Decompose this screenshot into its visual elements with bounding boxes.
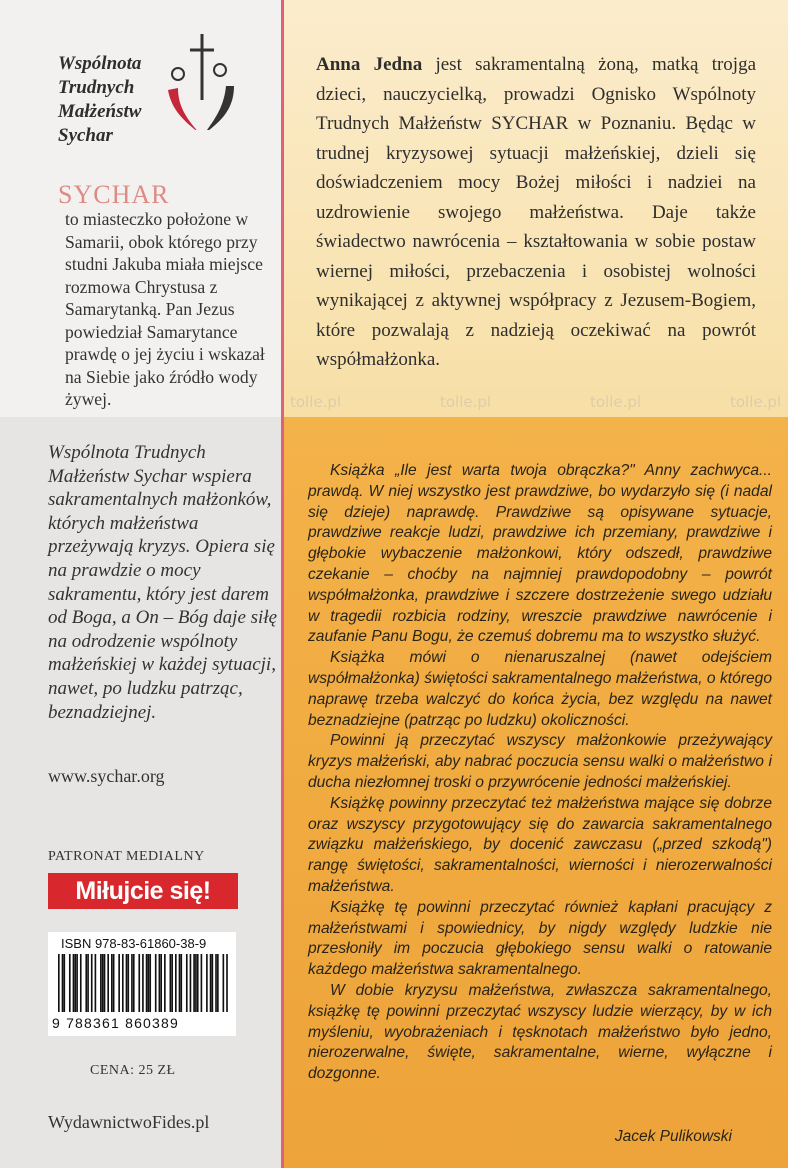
- author-bio-text: jest sakramentalną żoną, matką trojga dzieci, nauczycielką, prowadzi Ognisko Wspólnoty Trudnych Małżeństw SYCHAR w Poznaniu. Będąc w trudnej kryzysowej sytuacji małżeńskiej, dzieli się doświadczeniem mocy Bożej miłości i nadziei na uzdrowienie swojego małżeństwa. Daje także świadectwo nawrócenia – kształtowania w sobie postaw wiernej miłości, przebaczenia i osobistej wolności wynikającej z aktywnej współpracy z Jezusem-Bogiem, które pozwalają z nadzieją oczekiwać na powrót współmałżonka.: [316, 54, 757, 370]
- review-paragraph: Powinni ją przeczytać wszyscy małżonkowie przeżywający kryzys małżeński, aby nabrać poczucia sensu walki o małżeństwo i ducha niezłomnej troski o przywrócenie jedności małżeńskiej.: [308, 732, 772, 791]
- barcode-bar: [127, 954, 129, 1012]
- barcode-bar: [102, 954, 104, 1012]
- barcode-bar: [186, 954, 188, 1012]
- barcode-bar: [131, 954, 133, 1012]
- barcode-bar: [206, 954, 208, 1012]
- barcode-bar: [175, 954, 177, 1012]
- org-name-line: Wspólnota: [58, 53, 142, 74]
- barcode-bar: [142, 954, 144, 1012]
- barcode-bar: [190, 954, 192, 1012]
- barcode-icon: [58, 954, 228, 1016]
- barcode-bar: [80, 954, 82, 1012]
- isbn-label: ISBN 978-83-61860-38-9: [61, 936, 207, 951]
- barcode-bar: [126, 954, 128, 1012]
- barcode-bar: [171, 954, 173, 1012]
- barcode-bar: [195, 954, 197, 1012]
- barcode-bar: [212, 954, 214, 1012]
- barcode-bar: [74, 954, 76, 1012]
- barcode-bar: [118, 954, 120, 1012]
- barcode-bar: [73, 954, 75, 1012]
- barcode-bar: [179, 954, 181, 1012]
- barcode-bar: [91, 954, 93, 1012]
- author-bio: [316, 50, 756, 375]
- magazine-logo: Miłujcie się!: [48, 873, 238, 909]
- barcode-bar: [76, 954, 78, 1012]
- price: CENA: 25 ZŁ: [90, 1063, 176, 1078]
- review-paragraph: Książka „Ile jest warta twoja obrączka?" Anny zachwyca... prawdą. W niej wszystko jest prawdziwe, bo wydarzyło się (i nadal się dzieje) naprawdę. Prawdziwe są opisywane sytuacje, prawdziwe reakcje ludzi, prawdziwe ich przemiany, prawdziwe i głębokie wybaczenie małżonkowi, który odszedł, prawdziwe czekanie – choćby na najmniej prawdopodobny – powrót współmałżonka, prawdziwe i szczere dostrzeżenie swego udziału w tragedii rozbicia rodziny, wreszcie prawdziwe nawrócenie i zaufanie Panu Bogu, że czemuś dobremu ma to wszystko służyć.: [308, 462, 772, 646]
- review-signature: Jacek Pulikowski: [614, 1128, 732, 1145]
- review-paragraph: Książkę tę powinni przeczytać również kapłani pracujący z małżeństwami i spowiednicy, by nigdy względy ludzkie nie przesłoniły im poczucia głębokiego sensu walki o ratowanie każdego małżeństwa sakramentalnego.: [308, 898, 772, 979]
- org-name: [58, 52, 141, 148]
- barcode-bar: [87, 954, 89, 1012]
- review-paragraph: Książka mówi o nienaruszalnej (nawet odejściem współmałżonka) świętości sakramentalnego małżeństwa, o którego naprawę trzeba walczyć do końca życia, bez względu na nawet beznadziejne (patrząc po ludzku) okoliczności.: [308, 649, 772, 729]
- barcode-bar: [107, 954, 109, 1012]
- org-name-line: Sychar: [58, 125, 113, 146]
- barcode-bar: [95, 954, 97, 1012]
- barcode-bar: [159, 954, 161, 1012]
- publisher-url: WydawnictwoFides.pl: [48, 1112, 210, 1132]
- barcode-bar: [113, 954, 115, 1012]
- barcode-bar: [215, 954, 217, 1012]
- sychar-description: to miasteczko położone w Samarii, obok którego przy studni Jakuba miała miejsce rozmowa Chrystusa z Samarytanką. Pan Jezus powiedział Samarytance prawdę o jej życiu i wskazał na Siebie jako źródło wody żywej.: [65, 209, 265, 409]
- barcode-bar: [155, 954, 157, 1012]
- isbn-barcode-box: [48, 932, 236, 1036]
- barcode-bar: [62, 954, 64, 1012]
- watermark-text: tolle.pl: [590, 393, 642, 411]
- mission-text: Wspólnota Trudnych Małżeństw Sychar wspiera sakramentalnych małżonków, których małżeństwa przeżywają kryzys. Opiera się na prawdzie o mocy sakramentu, który jest darem od Boga, a On – Bóg daje siłę na odrodzenie wspólnoty małżeńskiej w każdej sytuacji, nawet, po ludzku patrząc, beznadziejnej.: [48, 442, 278, 723]
- barcode-bar: [111, 954, 113, 1012]
- review-paragraph: Książkę powinny przeczytać też małżeństwa mające się dobrze oraz wszyscy przygotowujący się do zawarcia sakramentalnego związku małżeńskiego, by docenić zawczasu („przed szkodą") rangę świętości, sakramentalności, wierności i nierozerwalności małżeństwa.: [308, 794, 772, 895]
- barcode-bar: [148, 954, 150, 1012]
- watermark-text: tolle.pl: [290, 393, 342, 411]
- barcode-bar: [63, 954, 65, 1012]
- barcode-bar: [223, 954, 225, 1012]
- barcode-bar: [104, 954, 106, 1012]
- barcode-bar: [138, 954, 140, 1012]
- barcode-bar: [193, 954, 195, 1012]
- patronat-label: PATRONAT MEDIALNY: [48, 849, 205, 864]
- barcode-bar: [149, 954, 151, 1012]
- barcode-bar: [226, 954, 228, 1012]
- watermark-text: tolle.pl: [730, 393, 782, 411]
- barcode-bar: [100, 954, 102, 1012]
- sychar-heading: SYCHAR: [58, 180, 170, 209]
- barcode-bar: [133, 954, 135, 1012]
- barcode-bar: [197, 954, 199, 1012]
- barcode-bar: [210, 954, 212, 1012]
- barcode-bar: [85, 954, 87, 1012]
- barcode-bar: [170, 954, 172, 1012]
- barcode-bar: [180, 954, 182, 1012]
- org-name-line: Małżeństw: [58, 101, 142, 122]
- barcode-bar: [160, 954, 162, 1012]
- website-url: www.sychar.org: [48, 766, 165, 786]
- review-text: [308, 461, 772, 1085]
- barcode-bar: [164, 954, 166, 1012]
- barcode-bar: [69, 954, 71, 1012]
- author-name: Anna Jedna: [316, 54, 423, 75]
- review-paragraph: W dobie kryzysu małżeństwa, zwłaszcza sakramentalnego, książkę tę powinni przeczytać wszyscy ludzie wierzący, by w ich myśleniu, wyobrażeniach i tęsknotach małżeństwo było jedno, nierozerwalne, święte, sakramentalne, wierne, wyłączne i dozgonne.: [308, 981, 772, 1083]
- barcode-digits: 9 788361 860389: [52, 1015, 179, 1031]
- org-name-line: Trudnych: [58, 77, 135, 98]
- barcode-bar: [146, 954, 148, 1012]
- barcode-bar: [217, 954, 219, 1012]
- barcode-bar: [58, 954, 60, 1012]
- watermark-text: tolle.pl: [440, 393, 492, 411]
- sychar-logo-icon: [164, 30, 244, 130]
- pink-divider: [281, 0, 284, 1168]
- barcode-bar: [201, 954, 203, 1012]
- barcode-bar: [122, 954, 124, 1012]
